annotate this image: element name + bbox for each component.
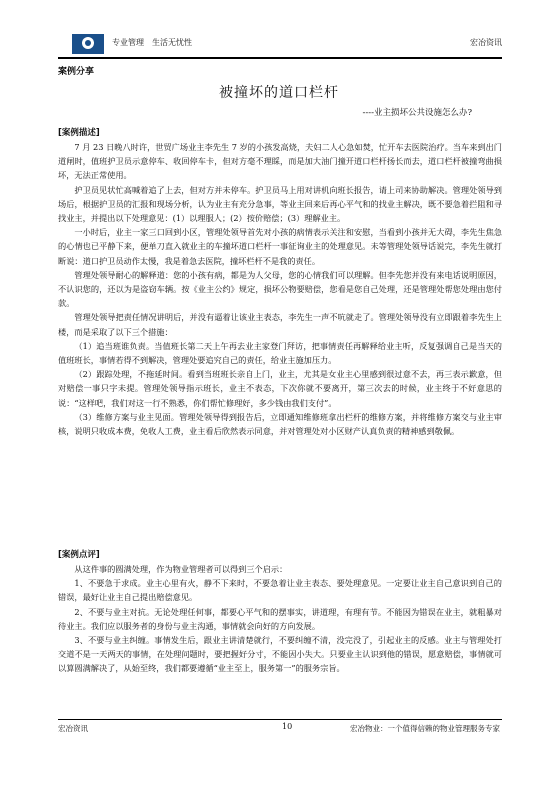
section-tag: 案例分享	[58, 67, 95, 77]
header-divider	[58, 57, 502, 59]
footer-divider	[58, 719, 502, 720]
paragraph: 7 月 23 日晚八时许，世贸广场业主李先生 7 岁的小孩发高烧，夫妇二人心急如焚，忙开车去医院治疗。当车来到出门道闸时，值班护卫员示意停车、收回停车卡，但对方毫不理睬，而是加大油门撞开道口栏杆扬长而去，道口栏杆被撞弯曲损坏，无法正常使用。	[58, 142, 502, 181]
page-number: 10	[282, 722, 293, 731]
header-company: 宏冶资讯	[470, 38, 502, 47]
footer-company: 宏冶资讯	[58, 724, 88, 733]
logo-dot	[85, 40, 91, 46]
company-logo-icon	[72, 34, 104, 54]
paragraph: 管理处领导把责任情况讲明后，并没有逼着让该业主表态，李先生一声不吭就走了。管理处领导没有立即跟着李先生上楼，而是采取了以下三个措施：	[58, 312, 502, 337]
paragraph: 管理处领导耐心的解释道：您的小孩有病，都是为人父母，您的心情我们可以理解。但李先您并没有来电话说明原因，不认识您的，还以为是盗窃车辆。按《业主公约》规定，损坏公物要赔偿，您看是您自己处理，还是管理处帮您处理由您付款。	[58, 269, 502, 309]
paragraph: （2）跟踪处理，不拖延时间。看到当班班长亲自上门，业主，尤其是女业主心里感到很过意不去，再三表示歉意，但对赔偿一事只字未提。管理处领导指示班长，业主不表态，下次你就不要离开，第三次去的时候，业主终于不好意思的说：“这样吧，我们对这一行不熟悉，你们帮忙修理好，多少钱由我们支付”。	[58, 369, 502, 408]
paragraph: 护卫员见状忙高喊着追了上去，但对方并未停车。护卫员马上用对讲机向班长报告，请上司来协助解决。管理处领导到场后，根据护卫员的汇报和现场分析，认为业主有充分急事，等业主回来后再心平气和的找业主解决，既不要急着拦阻和寻找业主，并提出以下处理意见：(1）以理服人；(2）按价赔偿；(3）理解业主。	[58, 184, 502, 224]
paragraph: 从这件事的圆满处理，作为物业管理者可以得到三个启示：	[74, 564, 288, 574]
paragraph: 3、不要与业主纠缠。事情发生后，跟业主讲清楚就行，不要纠缠不清，没完没了，引起业主的反感。业主与管理处打交道不是一天两天的事情，在处理问题时，要把握好分寸，不能因小失大。只要业主认识到他的错误，愿意赔偿，事情就可以算圆满解决了，从始至终，我们都要遵循“业主至上，服务第一”的服务宗旨。	[58, 635, 502, 674]
article-title: 被撞坏的道口栏杆	[219, 85, 339, 101]
article-subtitle: ----业主损坏公共设施怎么办?	[362, 108, 472, 118]
page-header	[58, 30, 502, 56]
case-description-body	[58, 140, 502, 438]
footer-tagline: 宏冶物业：一个值得信赖的物业管理服务专家	[350, 724, 500, 733]
case-review-body	[58, 562, 502, 676]
case-review-heading: [案例点评]	[58, 550, 100, 560]
paragraph: 一小时后，业主一家三口回到小区，管理处领导首先对小孩的病情表示关注和安慰，当看到小孩并无大碍，李先生焦急的心情也已平静下来，便单刀直入就业主的车撞坏道口栏杆一事征询业主的处理意见。未等管理处领导话说完，李先生就打断说：道口护卫员动作太慢，我是着急去医院，撞坏栏杆不是我的责任。	[58, 227, 502, 266]
paragraph: （3）维修方案与业主见面。管理处领导得到报告后，立即通知维修班拿出栏杆的维修方案，并将维修方案交与业主审核，说明只收成本费，免收人工费，业主看后欣然表示同意，并对管理处对小区财产认真负责的精神感到敬佩。	[58, 411, 502, 437]
paragraph: 1、不要急于求成。业主心里有火，静不下来时，不要急着让业主表态、要处理意见。一定要让业主自己意识到自己的错误，最好让业主自己提出赔偿意见。	[58, 578, 502, 603]
case-description-heading: [案例描述]	[58, 128, 100, 138]
paragraph: 2、不要与业主对抗。无论处理任何事，都要心平气和的摆事实，讲道理，有理有节。不能因为错误在业主，就粗暴对待业主。我们应以服务者的身份与业主沟通，事情就会向好的方向发展。	[58, 606, 502, 631]
header-slogan: 专业管理 生活无忧性	[112, 38, 192, 47]
paragraph: （1）追当班谁负责。当值班长第二天上午再去业主家登门拜访，把事情责任再解释给业主听，反复强调自己是当天的值班班长，事情若得不到解决，管理处要追究自己的责任，给业主施加压力。	[58, 340, 502, 366]
